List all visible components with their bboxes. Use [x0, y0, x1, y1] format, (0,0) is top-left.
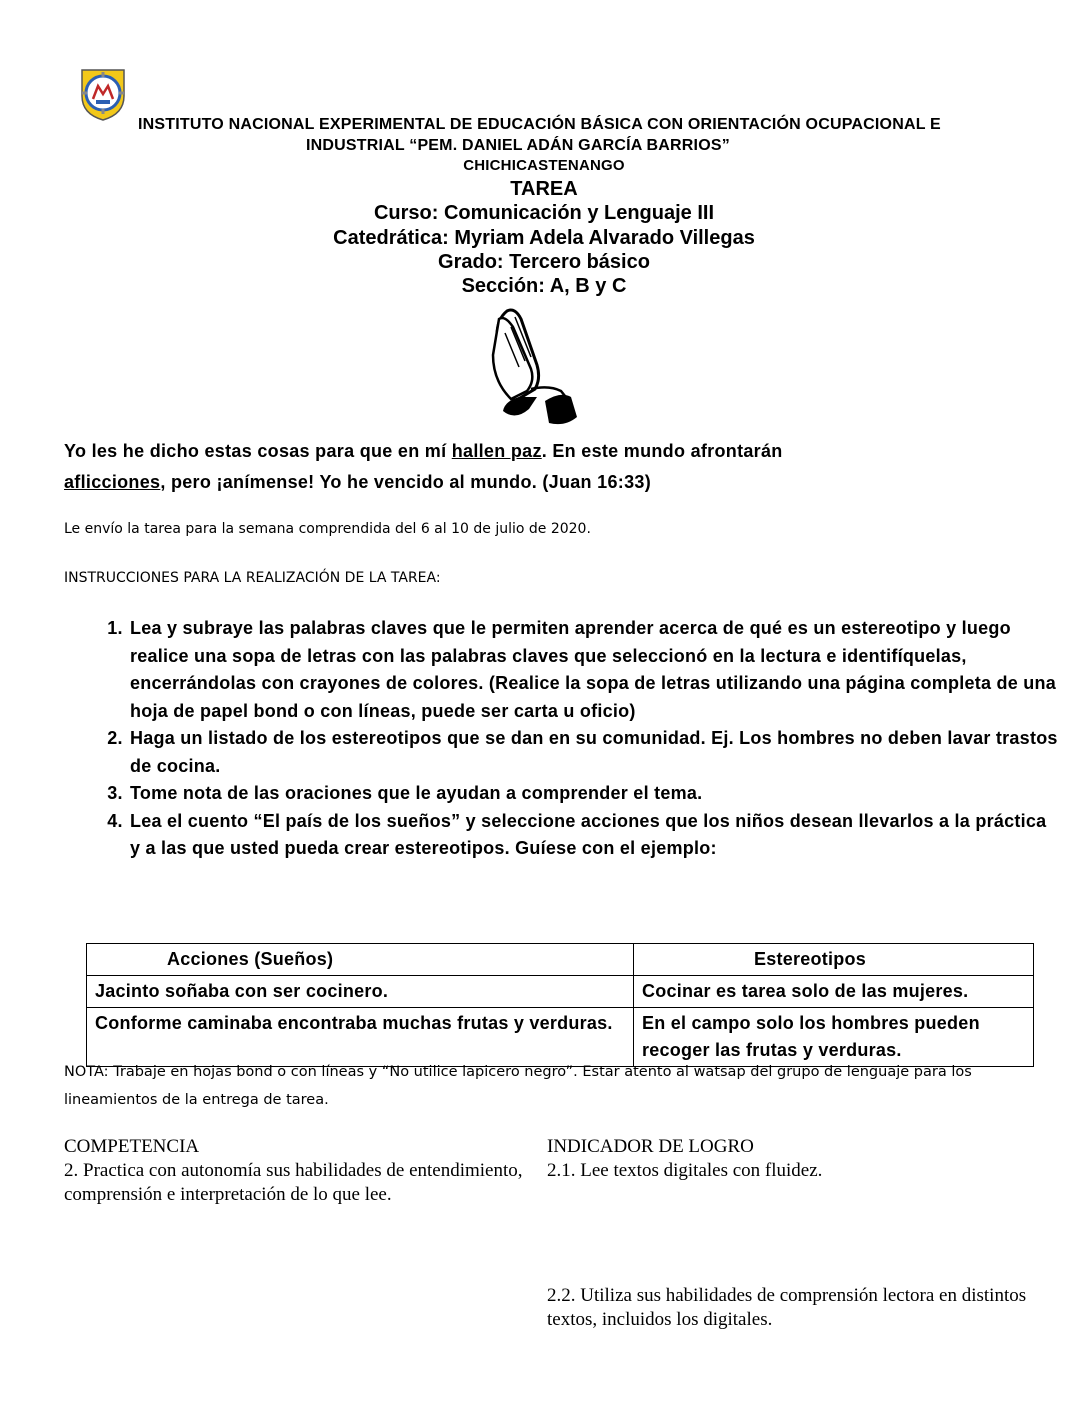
table-cell: En el campo solo los hombres pueden recoger las frutas y verduras. [634, 1008, 1034, 1067]
competencia-label: COMPETENCIA [64, 1136, 200, 1157]
instructions-title: INSTRUCCIONES PARA LA REALIZACIÓN DE LA TAREA: [64, 570, 441, 586]
instructions-list [96, 615, 1058, 863]
table-header-row [87, 944, 1034, 976]
table-cell: Cocinar es tarea solo de las mujeres. [634, 976, 1034, 1008]
intro-text: Le envío la tarea para la semana comprendida del 6 al 10 de julio de 2020. [64, 521, 591, 537]
underlined-word: aflicciones [64, 472, 161, 492]
list-item: 3. Tome nota de las oraciones que le ayudan a comprender el tema. [128, 780, 1058, 808]
bible-verse: Yo les he dicho estas cosas para que en mí hallen paz. En este mundo afrontarán aflicciones, pero ¡anímense! Yo he vencido al mundo. (Juan 16:33) [64, 441, 783, 492]
school-emblem-icon [78, 66, 128, 122]
table-header: Acciones (Sueños) [87, 944, 634, 976]
praying-hands-icon [485, 305, 595, 430]
competencia-block [64, 1135, 534, 1207]
list-item: 4. Lea el cuento “El país de los sueños” y seleccione acciones que los niños desean llevarlos a la práctica y a las que usted pueda crear estereotipos. Guíese con el ejemplo: [128, 808, 1058, 863]
example-table [86, 943, 1034, 1067]
course-line: Curso: Comunicación y Lenguaje III [373, 202, 715, 224]
indicador-block [547, 1135, 1027, 1183]
indicador-item-1: 2.1. Lee textos digitales con fluidez. [547, 1160, 823, 1181]
competencia-text: 2. Practica con autonomía sus habilidades de entendimiento, comprensión e interpretación de lo que lee. [64, 1160, 523, 1205]
table-row [87, 976, 1034, 1008]
document-title: TAREA [510, 178, 578, 200]
table-cell: Conforme caminaba encontraba muchas frutas y verduras. [87, 1008, 634, 1067]
list-item: 2. Haga un listado de los estereotipos que se dan en su comunidad. Ej. Los hombres no deben lavar trastos de cocina. [128, 725, 1058, 780]
table-cell: Jacinto soñaba con ser cocinero. [87, 976, 634, 1008]
teacher-line: Catedrática: Myriam Adela Alvarado Villegas [333, 227, 755, 249]
grade-line: Grado: Tercero básico [438, 251, 650, 273]
underlined-phrase: hallen paz [451, 441, 542, 461]
list-item: 1. Lea y subraye las palabras claves que le permiten aprender acerca de qué es un estereotipo y luego realice una sopa de letras con las palabras claves que seleccionó en la lectura e identifíquelas, encerrándolas con crayones de colores. (Realice la sopa de letras utilizando una página completa de una hoja de papel bond o con líneas, puede ser carta u oficio) [128, 615, 1058, 725]
institution-subtitle: INDUSTRIAL “PEM. DANIEL ADÁN GARCÍA BARRIOS” [306, 137, 730, 154]
town-name: CHICHICASTENANGO [463, 157, 625, 174]
section-line: Sección: A, B y C [461, 275, 627, 297]
note-text: NOTA: Trabaje en hojas bond o con líneas y “No utilice lapicero negro”. Estar atento al watsap del grupo de lenguaje para los lineamientos de la entrega de tarea. [64, 1064, 972, 1108]
table-header: Estereotipos [634, 944, 1034, 976]
indicador-item-2: 2.2. Utiliza sus habilidades de comprensión lectora en distintos textos, incluidos los digitales. [547, 1285, 1027, 1330]
institution-name: INSTITUTO NACIONAL EXPERIMENTAL DE EDUCACIÓN BÁSICA CON ORIENTACIÓN OCUPACIONAL E [138, 116, 941, 133]
indicador-label: INDICADOR DE LOGRO [547, 1136, 754, 1157]
